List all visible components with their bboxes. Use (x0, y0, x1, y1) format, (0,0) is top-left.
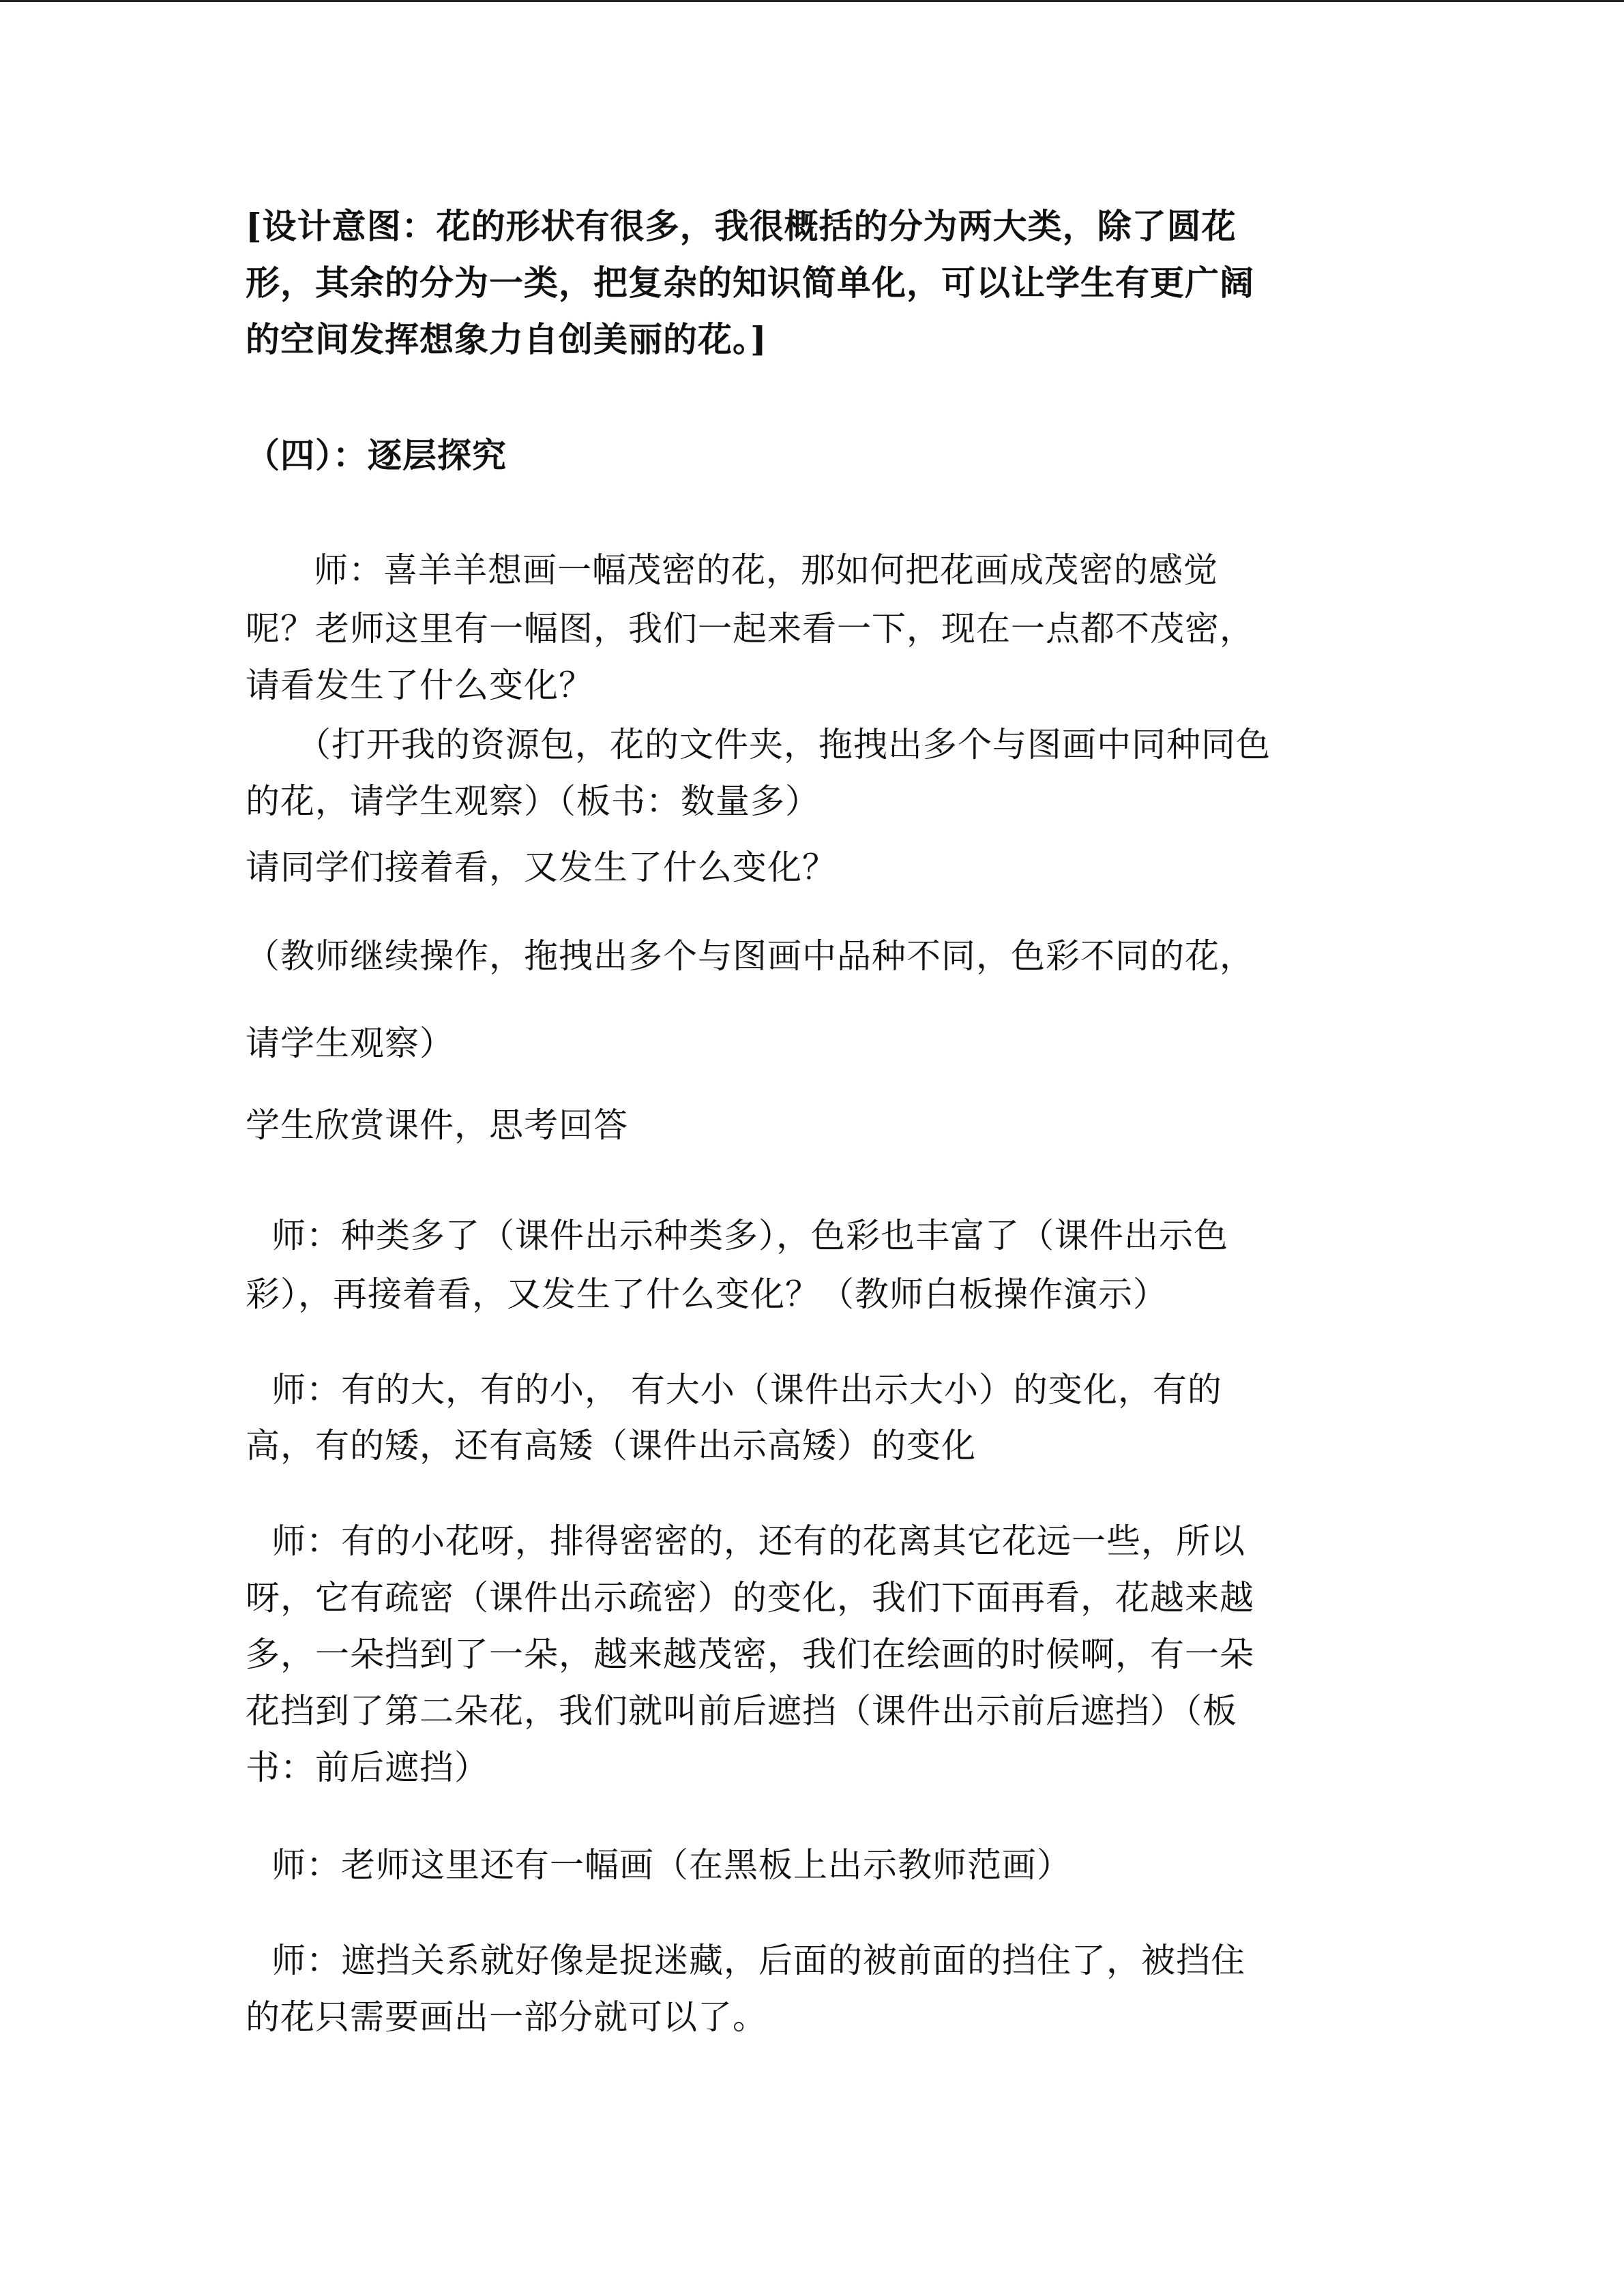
paragraph-line: 请同学们接着看，又发生了什么变化？ (246, 848, 837, 887)
paragraph-line: 师：种类多了（课件出示种类多），色彩也丰富了（课件出示色 (271, 1216, 1228, 1255)
paragraph-line: 的花，请学生观察）（板书：数量多） (246, 781, 820, 821)
paragraph-line: 高，有的矮，还有高矮（课件出示高矮）的变化 (246, 1426, 976, 1465)
top-border-line (0, 0, 1624, 2)
design-intent-line: 形，其余的分为一类，把复杂的知识简单化，可以让学生有更广阔 (246, 263, 1254, 303)
paragraph-line: 学生欣赏课件，思考回答 (246, 1105, 628, 1145)
paragraph-line: 呢？老师这里有一幅图，我们一起来看一下，现在一点都不茂密， (246, 609, 1254, 648)
paragraph-line: 师：有的小花呀，排得密密的，还有的花离其它花远一些，所以 (271, 1521, 1245, 1561)
paragraph-line: 彩），再接着看，又发生了什么变化？（教师白板操作演示） (246, 1274, 1168, 1314)
paragraph-line: 书：前后遮挡） (246, 1748, 489, 1787)
paragraph-line: 师：喜羊羊想画一幅茂密的花，那如何把花画成茂密的感觉 (314, 550, 1218, 590)
paragraph-line: 师：老师这里还有一幅画（在黑板上出示教师范画） (271, 1845, 1072, 1885)
paragraph-line: 请学生观察） (246, 1024, 454, 1063)
paragraph-line: 花挡到了第二朵花，我们就叫前后遮挡（课件出示前后遮挡）（板 (246, 1691, 1237, 1731)
design-intent-line: [设计意图：花的形状有很多，我很概括的分为两大类，除了圆花 (246, 206, 1237, 246)
paragraph-line: 请看发生了什么变化？ (246, 666, 593, 705)
design-intent-line: 的空间发挥想象力自创美丽的花。] (246, 319, 767, 359)
paragraph-line: 师：有的大，有的小， 有大小（课件出示大小）的变化，有的 (271, 1370, 1222, 1410)
paragraph-line: 多，一朵挡到了一朵，越来越茂密，我们在绘画的时候啊，有一朵 (246, 1635, 1254, 1674)
paragraph-line: （打开我的资源包，花的文件夹，拖拽出多个与图画中同种同色 (297, 725, 1271, 764)
paragraph-line: 呀，它有疏密（课件出示疏密）的变化，我们下面再看，花越来越 (246, 1578, 1254, 1617)
section-heading: （四）：逐层探究 (246, 435, 507, 475)
paragraph-line: 的花只需要画出一部分就可以了。 (246, 1997, 767, 2037)
paragraph-line: 师：遮挡关系就好像是捉迷藏，后面的被前面的挡住了，被挡住 (271, 1941, 1245, 1980)
paragraph-line: （教师继续操作，拖拽出多个与图画中品种不同，色彩不同的花， (246, 936, 1254, 976)
